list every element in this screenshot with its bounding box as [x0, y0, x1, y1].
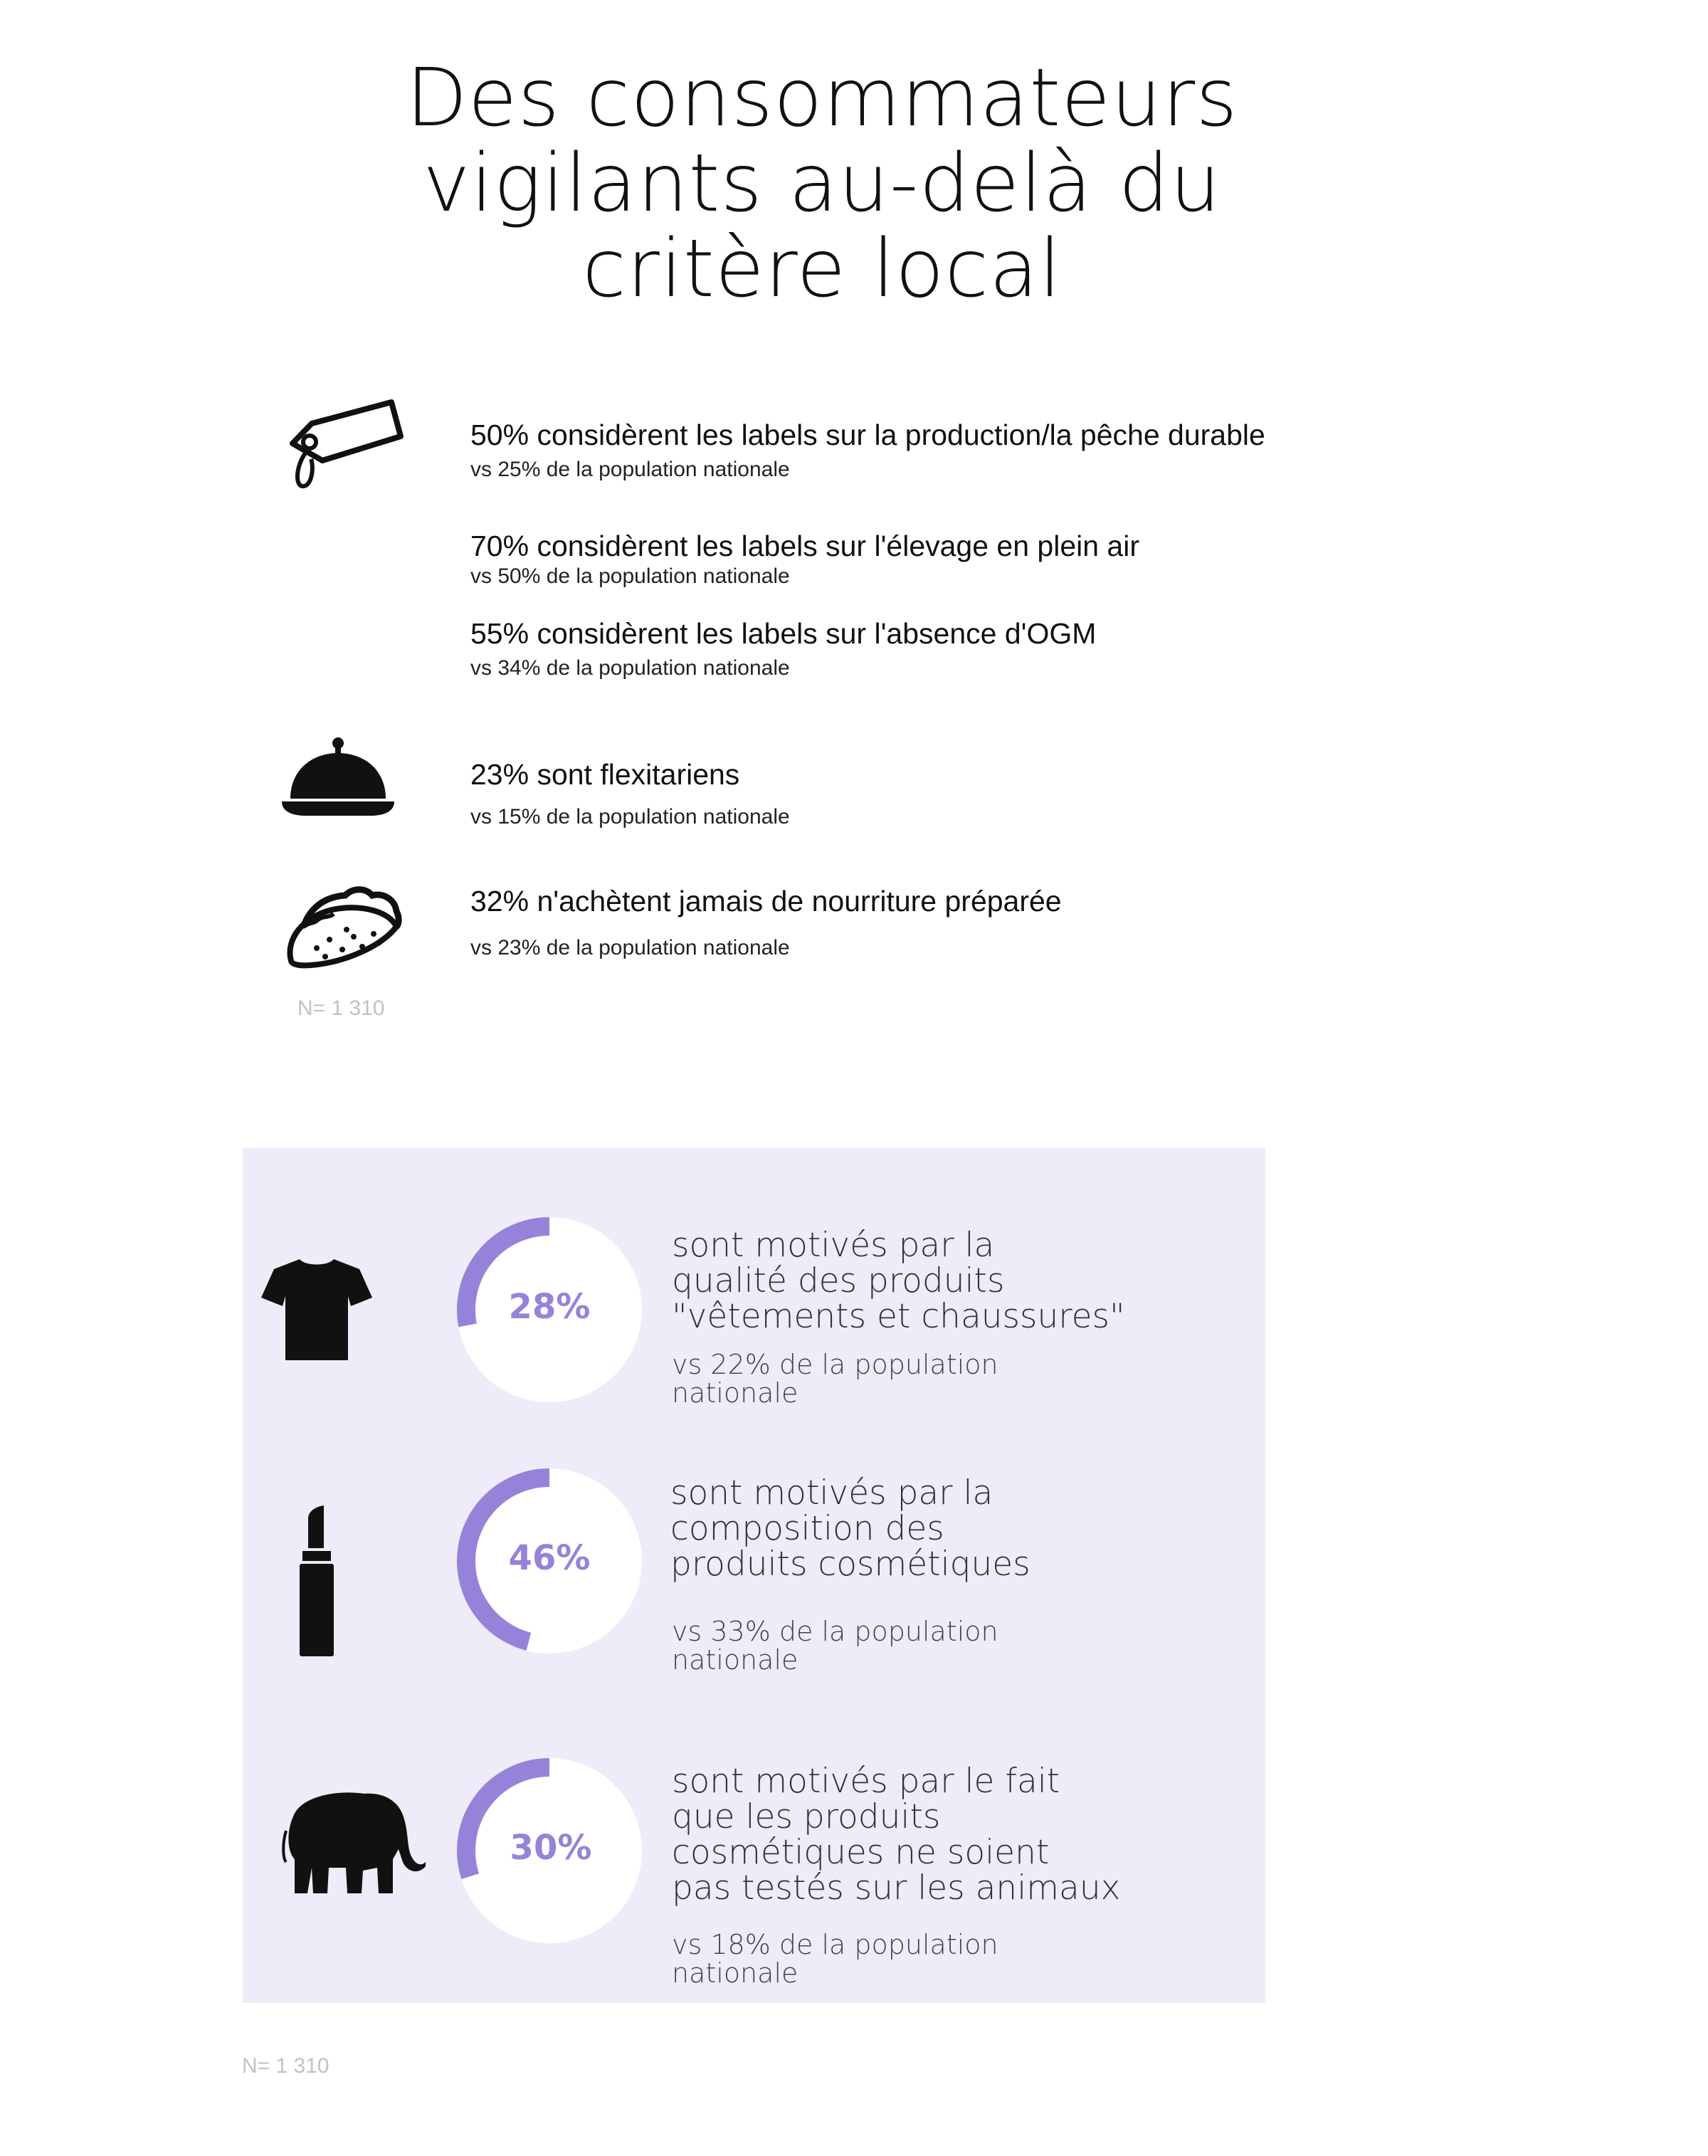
title-line: Des consommateurs [406, 52, 1238, 144]
motivation-comparison [672, 1617, 998, 1674]
stat-sub: vs 50% de la population nationale [470, 564, 790, 588]
stat-main: 70% considèrent les labels sur l'élevage en plein air [470, 530, 1139, 562]
stat-sub: vs 23% de la population nationale [470, 936, 790, 959]
title-line: critère local [582, 223, 1062, 315]
motivation-line: cosmétiques ne soient [672, 1833, 1050, 1872]
comparison-line: nationale [672, 1644, 798, 1676]
motivation-line: sont motivés par la [670, 1473, 993, 1513]
comparison-line: vs 22% de la population [672, 1349, 998, 1380]
stat-main: 55% considèrent les labels sur l'absence d'OGM [470, 617, 1097, 650]
tshirt-icon [260, 1256, 374, 1363]
stat-sub: vs 34% de la population nationale [470, 656, 790, 680]
sample-size-note: N= 1 310 [242, 2054, 330, 2078]
taco-icon [283, 883, 404, 975]
motivation-comparison [672, 1350, 998, 1407]
motivation-line: pas testés sur les animaux [672, 1868, 1121, 1908]
motivation-line: sont motivés par le fait [672, 1762, 1060, 1801]
comparison-line: vs 33% de la population [672, 1616, 998, 1647]
stat-main: 32% n'achètent jamais de nourriture préparée [470, 885, 1062, 917]
donut-value-label: 30% [510, 1828, 592, 1868]
motivation-line: composition des [670, 1509, 944, 1548]
stat-sub: vs 15% de la population nationale [470, 805, 790, 829]
motivation-text [672, 1228, 1125, 1335]
motivation-line: que les produits [672, 1797, 941, 1836]
motivation-comparison [672, 1930, 998, 1987]
donut-value-label: 28% [508, 1287, 591, 1327]
stat-main: 50% considèrent les labels sur la production/la pêche durable [470, 419, 1265, 451]
page-title [0, 52, 1644, 315]
motivation-line: sont motivés par la [672, 1226, 995, 1265]
comparison-line: nationale [672, 1957, 798, 1989]
lipstick-icon [295, 1505, 338, 1658]
comparison-line: vs 18% de la population [672, 1929, 998, 1960]
motivation-line: produits cosmétiques [670, 1545, 1030, 1584]
price-tag-icon [281, 395, 406, 495]
stat-main: 23% sont flexitariens [470, 758, 740, 791]
comparison-line: nationale [672, 1377, 798, 1409]
motivation-line: qualité des produits [672, 1261, 1005, 1300]
donut-value-label: 46% [508, 1538, 591, 1578]
motivation-text [670, 1473, 1030, 1584]
elephant-icon [279, 1788, 428, 1898]
sample-size-note: N= 1 310 [297, 997, 385, 1020]
title-line: vigilants au-delà du [423, 137, 1221, 230]
stat-sub: vs 25% de la population nationale [470, 458, 790, 481]
cloche-icon [278, 733, 399, 822]
motivation-line: "vêtements et chaussures" [672, 1297, 1125, 1336]
motivation-text [672, 1764, 1120, 1906]
